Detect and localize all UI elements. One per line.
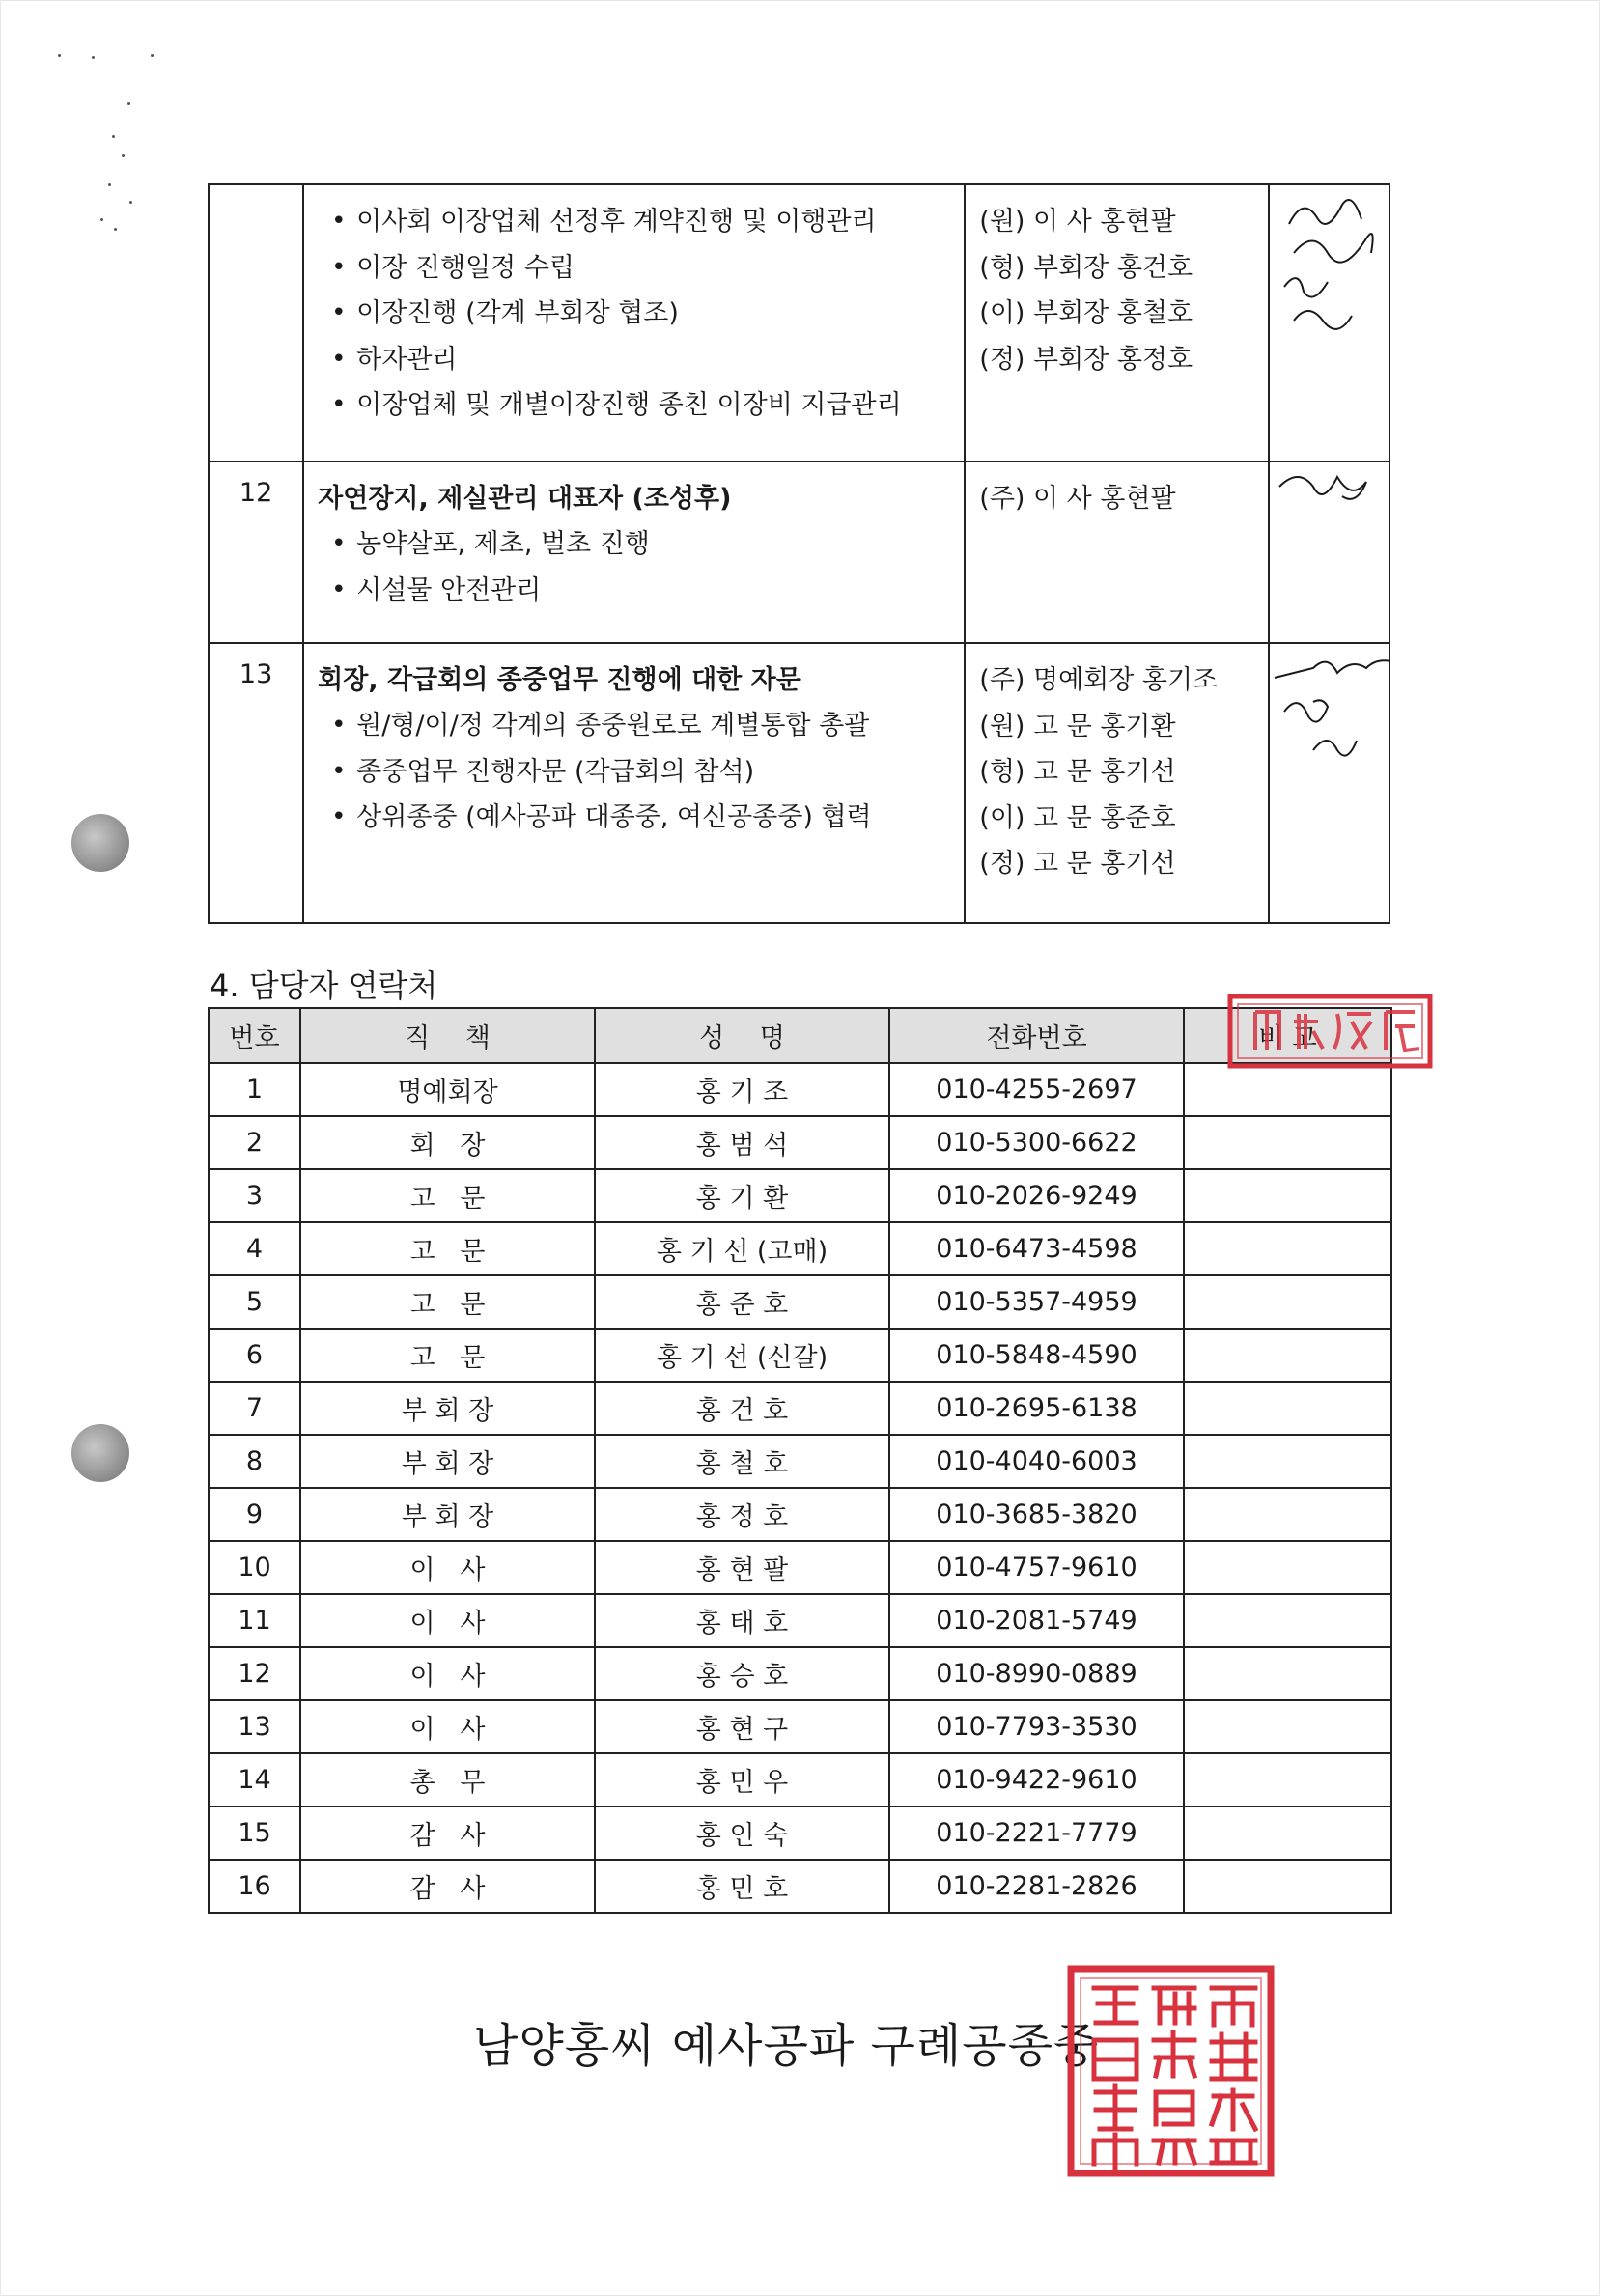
- contact-position: 이 사: [300, 1647, 595, 1700]
- duty-description: [303, 184, 965, 462]
- contact-row: [209, 1541, 1391, 1594]
- contact-position: 부 회 장: [300, 1382, 595, 1435]
- contact-phone: 010-2695-6138: [889, 1382, 1184, 1435]
- contact-name: 홍 현 구: [595, 1700, 889, 1753]
- contact-note: [1184, 1435, 1391, 1488]
- contact-row: [209, 1329, 1391, 1382]
- signature-stroke: [1279, 477, 1366, 499]
- responsible-person: (주) 이 사 홍현팔: [979, 484, 1176, 514]
- contact-note: [1184, 1647, 1391, 1700]
- contact-row: [209, 1382, 1391, 1435]
- contact-phone: 010-5357-4959: [889, 1275, 1184, 1329]
- duty-bullet: • 이장 진행일정 수립: [331, 245, 950, 292]
- contact-note: [1184, 1860, 1391, 1913]
- duty-bullet: • 종중업무 진행자문 (각급회의 참석): [331, 749, 950, 796]
- header-number: 번호: [209, 1008, 300, 1063]
- contact-row: [209, 1063, 1391, 1116]
- handwritten-signature: [1270, 462, 1395, 540]
- section-title: 4. 담당자 연락처: [210, 967, 438, 1004]
- contact-position: 부 회 장: [300, 1435, 595, 1488]
- duty-bullet: • 시설물 안전관리: [331, 568, 950, 614]
- contacts-table: [208, 1007, 1392, 1914]
- contact-row: [209, 1860, 1391, 1913]
- duty-bullet-list: [318, 199, 950, 429]
- contact-row: [209, 1806, 1391, 1860]
- contact-phone: 010-6473-4598: [889, 1222, 1184, 1275]
- contact-number: 6: [209, 1329, 300, 1382]
- contact-position: 이 사: [300, 1700, 595, 1753]
- signature-stroke: [1294, 234, 1373, 263]
- header-note: 비 고: [1184, 1008, 1391, 1063]
- contact-position: 감 사: [300, 1806, 595, 1860]
- contact-phone: 010-3685-3820: [889, 1488, 1184, 1541]
- contact-number: 1: [209, 1063, 300, 1116]
- contact-row: [209, 1700, 1391, 1753]
- punch-hole-upper: [71, 814, 129, 872]
- contact-number: 7: [209, 1382, 300, 1435]
- duty-bullet: • 하자관리: [331, 337, 950, 383]
- contact-position: 고 문: [300, 1329, 595, 1382]
- contact-phone: 010-7793-3530: [889, 1700, 1184, 1753]
- contact-name: 홍 기 선 (고매): [595, 1222, 889, 1275]
- handwritten-signature: [1270, 185, 1395, 350]
- contact-position: 고 문: [300, 1169, 595, 1222]
- contact-phone: 010-4255-2697: [889, 1063, 1184, 1116]
- contact-position: 부 회 장: [300, 1488, 595, 1541]
- contact-number: 8: [209, 1435, 300, 1488]
- contact-name: 홍 준 호: [595, 1275, 889, 1329]
- contact-note: [1184, 1329, 1391, 1382]
- signature-stroke: [1289, 200, 1361, 224]
- contact-number: 16: [209, 1860, 300, 1913]
- contact-row: [209, 1488, 1391, 1541]
- contact-phone: 010-8990-0889: [889, 1647, 1184, 1700]
- contact-number: 5: [209, 1275, 300, 1329]
- contact-note: [1184, 1753, 1391, 1806]
- contact-name: 홍 인 숙: [595, 1806, 889, 1860]
- responsible-person: (정) 부회장 홍정호: [979, 344, 1193, 375]
- contact-number: 14: [209, 1753, 300, 1806]
- duty-responsible-people: [965, 643, 1269, 923]
- contact-name: 홍 태 호: [595, 1594, 889, 1647]
- contact-phone: 010-2281-2826: [889, 1860, 1184, 1913]
- duty-responsible-people: [965, 462, 1269, 643]
- signature-cell: [1269, 462, 1389, 643]
- duty-row: [209, 643, 1389, 923]
- contact-number: 15: [209, 1806, 300, 1860]
- contact-name: 홍 기 환: [595, 1169, 889, 1222]
- contact-note: [1184, 1594, 1391, 1647]
- duty-bullet: • 상위종중 (예사공파 대종중, 여신공종중) 협력: [331, 795, 950, 841]
- duty-number: [209, 184, 303, 462]
- responsible-person: (형) 부회장 홍건호: [979, 252, 1193, 283]
- contact-note: [1184, 1169, 1391, 1222]
- contact-name: 홍 기 선 (신갈): [595, 1329, 889, 1382]
- responsible-person: (이) 부회장 홍철호: [979, 298, 1193, 328]
- contact-position: 회 장: [300, 1116, 595, 1169]
- contact-phone: 010-5300-6622: [889, 1116, 1184, 1169]
- contacts-header-row: [209, 1008, 1391, 1063]
- contact-name: 홍 현 팔: [595, 1541, 889, 1594]
- duty-bullet: • 농약살포, 제초, 벌초 진행: [331, 521, 950, 568]
- contact-row: [209, 1116, 1391, 1169]
- duty-bullet-list: [318, 521, 950, 613]
- duties-table: [208, 183, 1390, 924]
- contact-number: 10: [209, 1541, 300, 1594]
- contact-note: [1184, 1700, 1391, 1753]
- header-name: 성 명: [595, 1008, 889, 1063]
- signature-stroke: [1284, 700, 1328, 721]
- contact-row: [209, 1594, 1391, 1647]
- contact-position: 감 사: [300, 1860, 595, 1913]
- contact-position: 총 무: [300, 1753, 595, 1806]
- contact-note: [1184, 1222, 1391, 1275]
- duty-number: 13: [209, 643, 303, 923]
- contact-note: [1184, 1116, 1391, 1169]
- contact-phone: 010-4757-9610: [889, 1541, 1184, 1594]
- contact-name: 홍 정 호: [595, 1488, 889, 1541]
- duty-description: [303, 643, 965, 923]
- contact-number: 12: [209, 1647, 300, 1700]
- contact-note: [1184, 1806, 1391, 1860]
- contact-row: [209, 1435, 1391, 1488]
- responsible-person: (원) 고 문 홍기환: [979, 711, 1176, 742]
- header-phone: 전화번호: [889, 1008, 1184, 1063]
- punch-hole-lower: [71, 1424, 129, 1482]
- responsible-person: (정) 고 문 홍기선: [979, 849, 1176, 879]
- duty-description: [303, 462, 965, 643]
- handwritten-signature: [1270, 644, 1395, 808]
- contact-note: [1184, 1488, 1391, 1541]
- contact-phone: 010-5848-4590: [889, 1329, 1184, 1382]
- clan-seal-stamp: [1067, 1965, 1275, 2177]
- contact-phone: 010-2026-9249: [889, 1169, 1184, 1222]
- duty-responsible-people: [965, 184, 1269, 462]
- footer-title: 남양홍씨 예사공파 구례공종중: [473, 2019, 1100, 2073]
- contact-position: 이 사: [300, 1541, 595, 1594]
- contact-number: 13: [209, 1700, 300, 1753]
- responsible-person: (형) 고 문 홍기선: [979, 757, 1176, 787]
- contact-phone: 010-2081-5749: [889, 1594, 1184, 1647]
- contact-name: 홍 민 호: [595, 1860, 889, 1913]
- duty-bullet: • 이장진행 (각계 부회장 협조): [331, 291, 950, 337]
- contact-note: [1184, 1063, 1391, 1116]
- contact-phone: 010-4040-6003: [889, 1435, 1184, 1488]
- signature-stroke: [1294, 311, 1352, 329]
- contact-position: 명예회장: [300, 1063, 595, 1116]
- contact-row: [209, 1275, 1391, 1329]
- duty-bullet-list: [318, 703, 950, 841]
- contact-name: 홍 건 호: [595, 1382, 889, 1435]
- contact-name: 홍 승 호: [595, 1647, 889, 1700]
- contact-phone: 010-9422-9610: [889, 1753, 1184, 1806]
- duty-row: [209, 184, 1389, 462]
- responsible-person: (이) 고 문 홍준호: [979, 802, 1176, 833]
- signature-cell: [1269, 643, 1389, 923]
- contact-row: [209, 1222, 1391, 1275]
- contact-number: 4: [209, 1222, 300, 1275]
- contact-number: 3: [209, 1169, 300, 1222]
- duty-heading: 회장, 각급회의 종중업무 진행에 대한 자문: [318, 665, 801, 695]
- signature-stroke: [1313, 741, 1357, 756]
- contact-row: [209, 1169, 1391, 1222]
- duty-bullet: • 원/형/이/정 각계의 종중원로로 계별통합 총괄: [331, 703, 950, 749]
- contact-number: 9: [209, 1488, 300, 1541]
- contact-row: [209, 1647, 1391, 1700]
- header-position: 직 책: [300, 1008, 595, 1063]
- contact-note: [1184, 1541, 1391, 1594]
- signature-cell: [1269, 184, 1389, 462]
- duty-heading: 자연장지, 제실관리 대표자 (조성후): [318, 484, 732, 514]
- contact-note: [1184, 1382, 1391, 1435]
- contact-position: 고 문: [300, 1275, 595, 1329]
- contact-name: 홍 기 조: [595, 1063, 889, 1116]
- responsible-person: (원) 이 사 홍현팔: [979, 207, 1176, 237]
- duty-row: [209, 462, 1389, 643]
- contact-name: 홍 철 호: [595, 1435, 889, 1488]
- contact-note: [1184, 1275, 1391, 1329]
- contact-position: 이 사: [300, 1594, 595, 1647]
- contact-phone: 010-2221-7779: [889, 1806, 1184, 1860]
- contact-number: 2: [209, 1116, 300, 1169]
- signature-stroke: [1275, 660, 1390, 678]
- contact-name: 홍 범 석: [595, 1116, 889, 1169]
- contact-position: 고 문: [300, 1222, 595, 1275]
- responsible-person: (주) 명예회장 홍기조: [979, 665, 1219, 695]
- seal-small-stamp: [1226, 993, 1434, 1070]
- duty-bullet: • 이장업체 및 개별이장진행 종친 이장비 지급관리: [331, 382, 950, 429]
- duty-bullet: • 이사회 이장업체 선정후 계약진행 및 이행관리: [331, 199, 950, 245]
- contact-name: 홍 민 우: [595, 1753, 889, 1806]
- contact-row: [209, 1753, 1391, 1806]
- signature-stroke: [1284, 278, 1328, 297]
- duty-number: 12: [209, 462, 303, 643]
- contact-number: 11: [209, 1594, 300, 1647]
